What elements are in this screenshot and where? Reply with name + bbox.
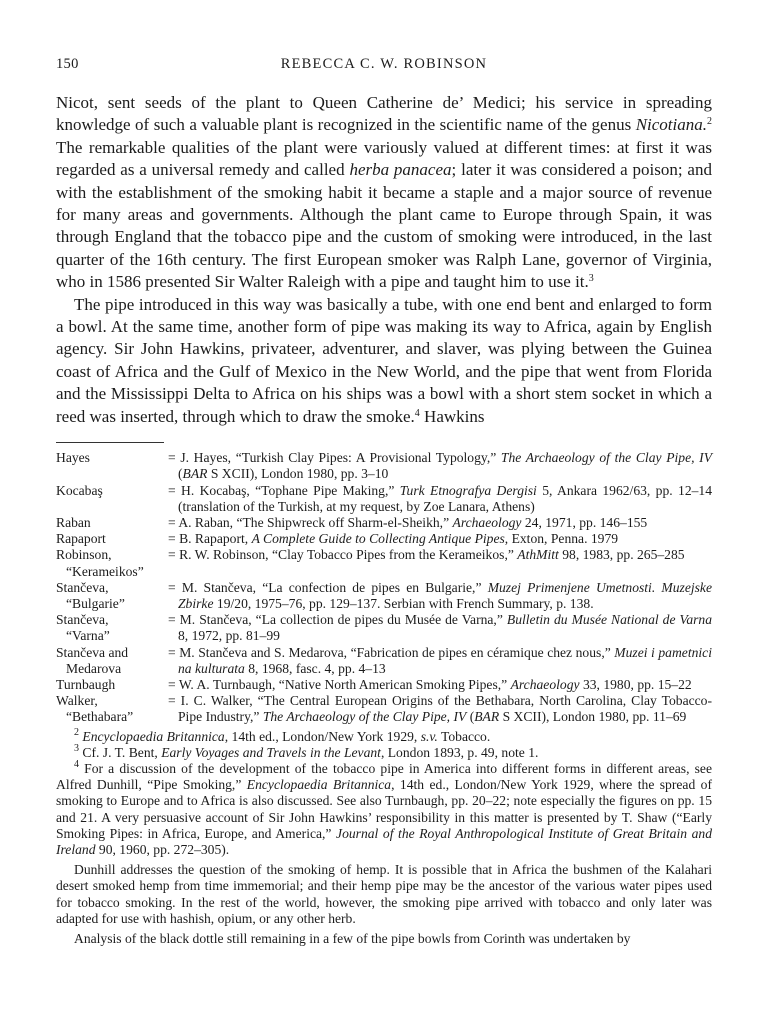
italic-title: Encyclopaedia Britannica [246,777,392,793]
text-run: 90, 1960, pp. 272–305). [95,841,230,857]
bibliography-entry [56,547,712,579]
bibliography-key [56,580,168,612]
text-run: Cf. J. T. Bent, [79,744,162,760]
italic-title: Muzei i pametnici na kulturata [178,644,712,676]
body-paragraph-2 [56,294,712,428]
main-text [56,92,712,428]
italic-title: The Archaeology of the Clay Pipe, IV [500,450,712,466]
bibliography-entry [56,531,712,547]
bibliography-entry [56,450,712,482]
text-run: = I. C. Walker, “The Central European Origins of the Bethabara, North Carolina, Clay Tobacco-Pipe Industry,” [168,693,712,725]
bibliography-entry [56,612,712,644]
text-run: 19/20, 1975–76, pp. 129–137. Serbian with French Summary, p. 138. [213,595,594,611]
italic-term: Nicotiana. [635,115,707,135]
text-run: = M. Stančeva, “La confection de pipes en Bulgarie,” [168,579,488,595]
text-run: 5, Ankara 1962/63, pp. 12–14 (translation of the Turkish, at my request, by Zoe Lanara, Athens) [178,482,713,514]
italic-title: Archaeology [452,514,522,530]
text-run: Nicot, sent seeds of the plant to Queen Catherine de’ Medici; his service in spreading knowledge of such a valuable plant is recognized in the scientific name of the genus [56,93,712,135]
footnote-separator [56,442,164,443]
text-run: , London 1893, p. 49, note 1. [380,744,539,760]
text-run: For a discussion of the development of the tobacco pipe in America into different forms in different areas, see Alfred Dunhill, “Pipe Smoking,” [56,760,712,793]
text-run: 33, 1980, pp. 15–22 [579,676,692,692]
italic-title: BAR [182,466,208,482]
bibliography-key-line: Robinson, [56,547,112,563]
text-run: , 14th ed., London/New York 1929, where the spread of smoking to Europe and to Africa is also discussed. See also Turnbaugh, pp. 20–22; note especially the figures on pp. 15 and 21. A very persuasive account of Sir John Hawkins’ responsibility in this matter is presented by T. Shaw (“Early Smoking Pipes: in Africa, Europe, and America,” [56,777,712,841]
footnotes [56,726,712,948]
bibliography-reference [168,612,712,644]
bibliography-key: Turnbaugh [56,676,116,692]
bibliography-reference [168,645,712,677]
footnote-ref-3: 3 [588,273,594,285]
bibliography-entry [56,693,712,725]
italic-title: Early Voyages and Travels in the Levant [161,744,381,760]
bibliography-key-line: Walker, [56,693,98,709]
bibliography-key-line: Stančeva, [56,579,109,595]
italic-title: Muzej Primenjene Umetnosti. Muzejske Zbirke [178,579,712,611]
bibliography-key: Raban [56,514,91,530]
text-run: = W. A. Turnbaugh, “Native North American Smoking Pipes,” [168,676,511,692]
italic-title: Turk Etnografya Dergisi [399,482,537,498]
body-paragraph-1 [56,92,712,294]
bibliography-key-line: Stančeva, [56,612,109,628]
italic-title: A Complete Guide to Collecting Antique Pipes [251,531,505,547]
bibliography-key [56,612,168,644]
footnote-number: 2 [74,726,79,738]
page-number: 150 [56,56,79,72]
bibliography-key-line: Stančeva and [56,644,129,660]
bibliography-reference [168,531,712,547]
bibliography-entry [56,483,712,515]
footnote-2 [56,726,712,745]
footnote-4 [56,758,712,858]
text-run: Tobacco. [437,728,491,744]
footnote-3 [56,742,712,761]
text-run: = A. Raban, “The Shipwreck off Sharm-el-Sheikh,” [168,514,453,530]
text-run: Hawkins [419,406,485,426]
bibliography-key-line: “Varna” [66,628,110,644]
italic-term: herba panacea [349,160,452,180]
bibliography-reference [168,693,712,725]
text-run: The remarkable qualities of the plant were variously valued at different times: at first it was regarded as a universal remedy and called [56,137,712,180]
bibliography-reference [168,450,712,482]
bibliography-key: Rapaport [56,531,106,547]
bibliography-reference [168,677,712,693]
bibliography-key: Kocabaş [56,482,103,498]
bibliography-entry [56,645,712,677]
text-run: S XCII), London 1980, pp. 3–10 [207,466,389,482]
italic-title: Encyclopaedia Britannica [82,728,225,744]
bibliography-list [56,450,712,725]
text-run: = H. Kocabaş, “Tophane Pipe Making,” [168,482,400,498]
bibliography-reference [168,547,712,579]
bibliography-reference [168,515,712,531]
text-run: , 14th ed., London/New York 1929, [224,728,421,744]
bibliography-key-line: “Kerameikos” [66,563,144,579]
italic-title: Bulletin du Musée National de Varna [506,612,712,628]
footnote-number: 3 [74,742,79,754]
bibliography-reference [168,580,712,612]
page [56,56,712,947]
italic-title: The Archaeology of the Clay Pipe, IV [262,709,467,725]
italic-title: BAR [474,709,500,725]
italic-title: AthMitt [517,547,559,563]
text-run: 8, 1968, fasc. 4, pp. 4–13 [244,660,386,676]
italic-title: Archaeology [510,676,580,692]
text-run: The pipe introduced in this way was basically a tube, with one end bent and enlarged to form a bowl. At the same time, another form of pipe was making its way to Africa, again by English agency. Sir John Hawkins, privateer, adventurer, and slaver, was plying between the Guinea coast of Africa and the Gulf of Mexico in the New World, and the pipe that went from Florida and the Mississippi Delta to Africa on his ships was a bowl with a short stem socket in which a reed was inserted, through which to draw the smoke. [56,294,712,426]
text-run: = M. Stančeva, “La collection de pipes du Musée de Varna,” [168,612,507,628]
running-head-author: REBECCA C. W. ROBINSON [280,56,488,72]
bibliography-entry [56,515,712,531]
text-run: = B. Rapaport, [168,531,252,547]
footnote-ref-2: 2 [707,116,712,128]
footnote-4-paragraph-2: Dunhill addresses the question of the smoking of hemp. It is possible that in Africa the bushmen of the Kalahari desert smoked hemp from time immemorial; and their hemp pipe may be the ancestor of the various water pipes used for tobacco smoking. In the rest of the world, however, the smoking pipe arrived with tobacco and only later was adapted for use with hashish, opium, or any other herb. [56,862,712,926]
italic-title: Journal of the Royal Anthropological Institute of Great Britain and Ireland [56,825,712,857]
text-run: = R. W. Robinson, “Clay Tobacco Pipes from the Kerameikos,” [168,547,518,563]
text-run: , Exton, Penna. 1979 [504,531,619,547]
italic-abbrev: s.v. [420,728,438,744]
bibliography-key: Hayes [56,450,90,466]
text-run: = M. Stančeva and S. Medarova, “Fabrication de pipes en céramique chez nous,” [168,644,615,660]
bibliography-key-line: Medarova [66,660,122,676]
text-run: 98, 1983, pp. 265–285 [558,547,685,563]
text-run: S XCII), London 1980, pp. 11–69 [499,709,687,725]
text-run: ( [178,466,183,482]
bibliography-entry [56,677,712,693]
text-run: 24, 1971, pp. 146–155 [521,514,648,530]
bibliography-entry [56,580,712,612]
bibliography-key [56,693,168,725]
footnote-number: 4 [74,758,79,770]
text-run: 8, 1972, pp. 81–99 [178,628,280,644]
bibliography-key [56,645,168,677]
footnote-4-paragraph-3: Analysis of the black dottle still remaining in a few of the pipe bowls from Corinth was undertaken by [74,930,631,946]
footnote-ref-4: 4 [414,407,420,419]
bibliography-key-line: “Bulgarie” [66,595,125,611]
bibliography-key-line: “Bethabara” [66,709,134,725]
text-run: ( [466,709,475,725]
text-run: ; later it was considered a poison; and with the establishment of the smoking habit it became a staple and a major source of revenue for many areas and governments. Although the plant came to Europe through Spain, it was through England that the tobacco pipe and the custom of smoking were introduced, in the last quarter of the 16th century. The first European smoker was Ralph Lane, governor of Virginia, who in 1586 presented Sir Walter Raleigh with a pipe and taught him to use it. [56,160,712,292]
text-run: = J. Hayes, “Turkish Clay Pipes: A Provisional Typology,” [168,450,501,466]
bibliography-reference [168,483,712,515]
running-header [56,56,712,78]
bibliography-key [56,547,168,579]
